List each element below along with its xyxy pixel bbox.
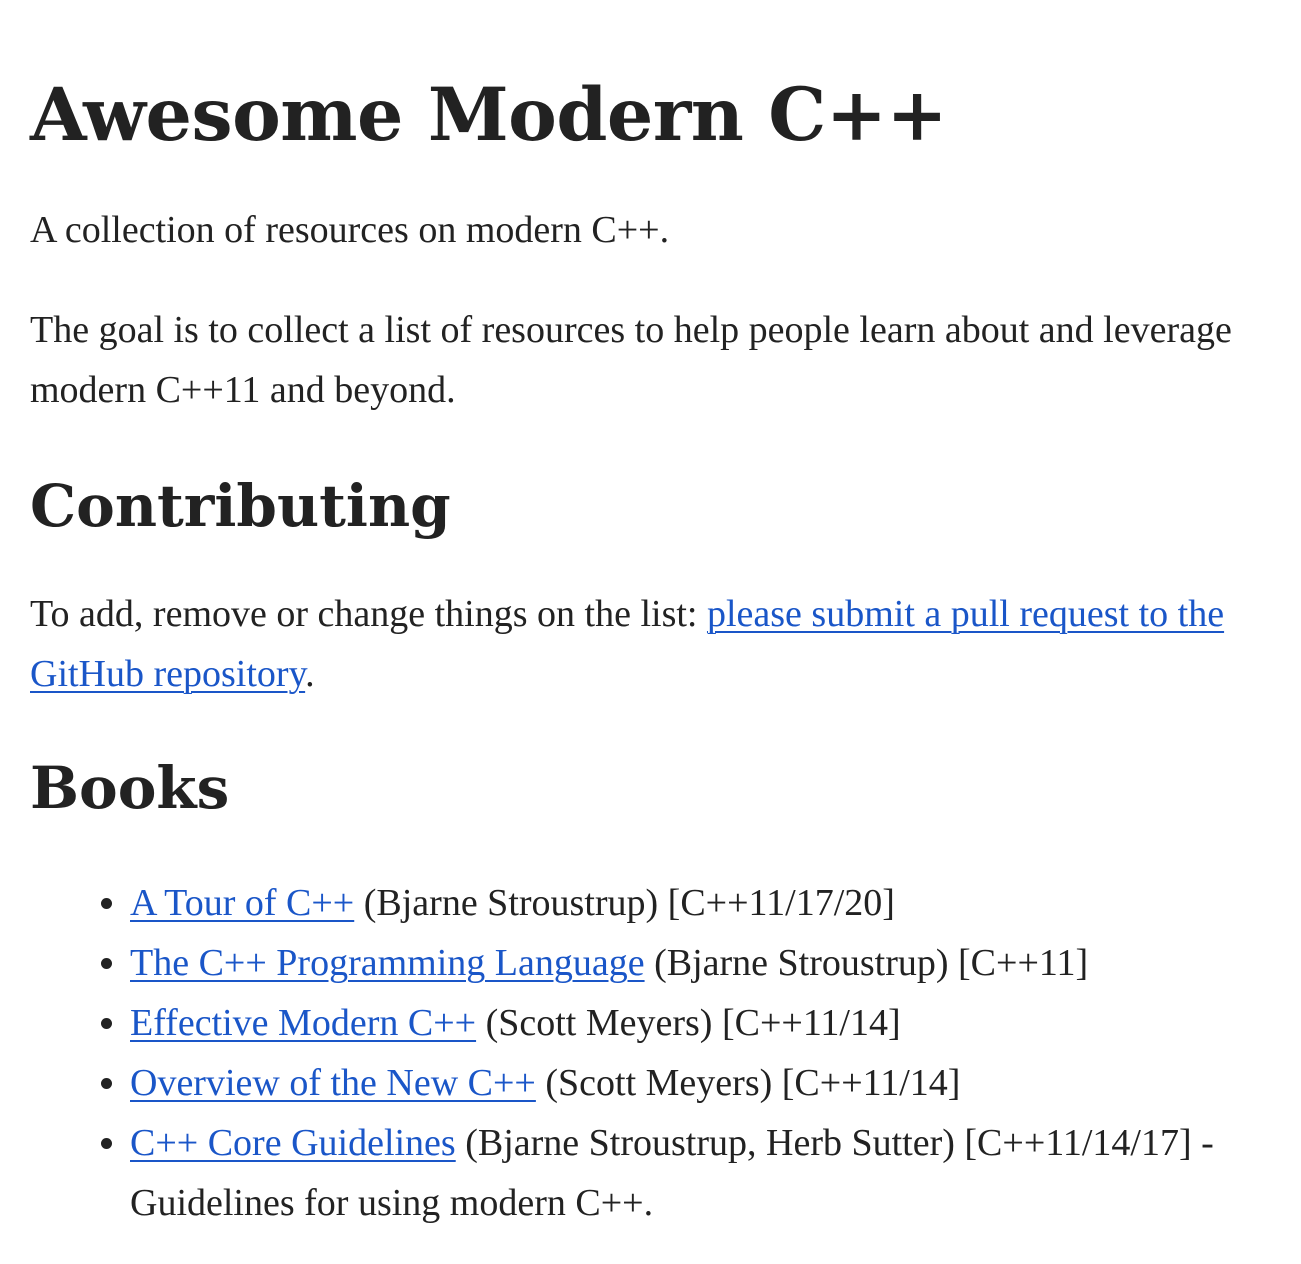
book-link-effective-modern-cpp[interactable]: Effective Modern C++ (130, 1002, 477, 1045)
book-link-tour-of-cpp[interactable]: A Tour of C++ (130, 882, 355, 925)
book-details: (Bjarne Stroustrup, Herb Sutter) [C++11/14/17] - Guidelines for using modern C++. (130, 1122, 1214, 1225)
book-details: (Bjarne Stroustrup) [C++11] (644, 942, 1089, 985)
page-title: Awesome Modern C++ (30, 72, 948, 158)
books-list (30, 873, 1280, 1233)
list-item (130, 1113, 1280, 1233)
list-item (130, 1053, 1280, 1113)
book-link-cpp-programming-language[interactable]: The C++ Programming Language (130, 942, 645, 985)
book-link-overview-new-cpp[interactable]: Overview of the New C++ (130, 1062, 536, 1105)
contributing-paragraph (30, 584, 1270, 704)
list-item (130, 993, 1280, 1053)
books-heading: Books (30, 753, 230, 822)
list-item (130, 873, 1280, 933)
list-item (130, 933, 1280, 993)
intro-paragraph: A collection of resources on modern C++. (30, 208, 670, 251)
contributing-period: . (305, 652, 315, 695)
contributing-text: To add, remove or change things on the list: (30, 592, 707, 635)
pull-request-link[interactable]: please submit a pull request to the GitHub repository (30, 592, 1225, 695)
contributing-heading: Contributing (30, 471, 451, 540)
goal-paragraph: The goal is to collect a list of resources to help people learn about and leverage modern C++11 and beyond. (30, 308, 1232, 411)
book-details: (Scott Meyers) [C++11/14] (535, 1062, 961, 1105)
book-link-cpp-core-guidelines[interactable]: C++ Core Guidelines (130, 1122, 456, 1165)
book-details: (Scott Meyers) [C++11/14] (476, 1002, 901, 1045)
book-details: (Bjarne Stroustrup) [C++11/17/20] (354, 882, 895, 925)
